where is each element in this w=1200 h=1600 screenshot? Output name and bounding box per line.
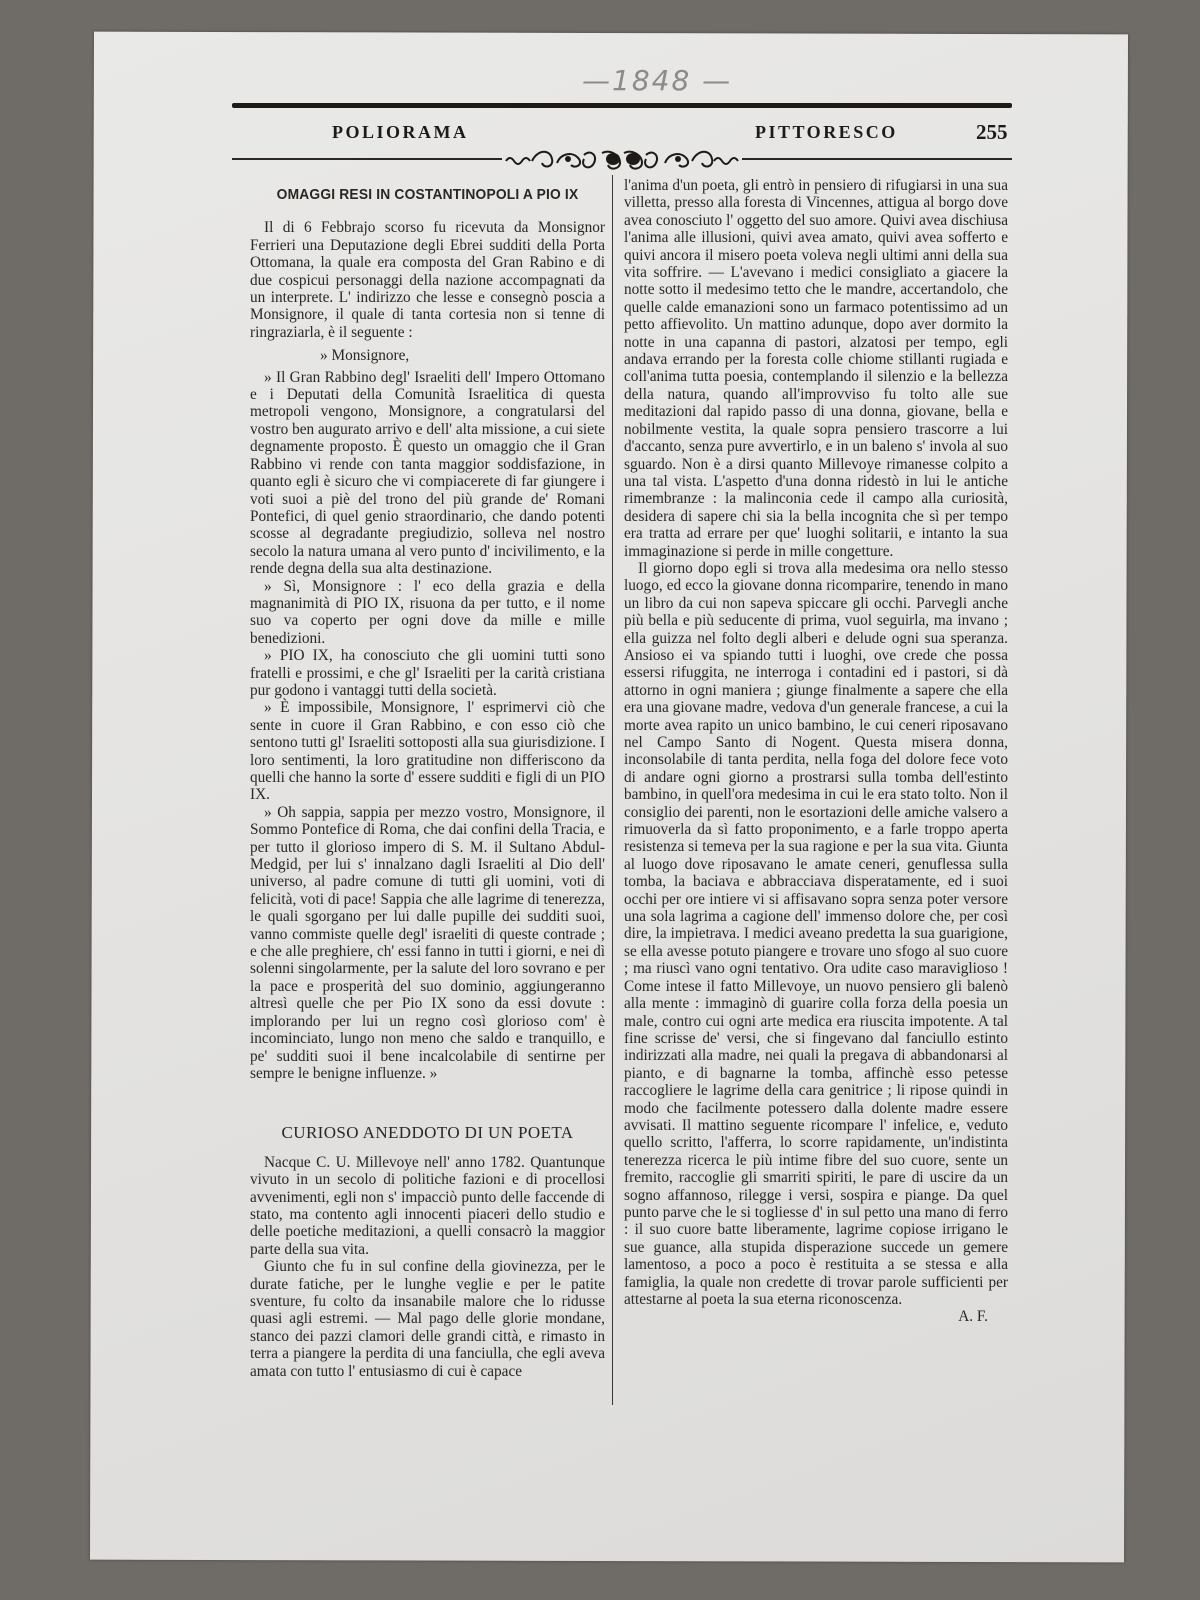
- address-paragraph: » Sì, Monsignore : l' eco della grazia e della magnanimità di PIO IX, risuona da per tutto, e il nome suo va coperto per ogni dove da mille e mille benedizioni.: [250, 577, 605, 647]
- publication-title-right: PITTORESCO: [755, 122, 898, 142]
- rule-line-right: [742, 158, 1012, 160]
- author-signature: A. F.: [958, 1308, 988, 1326]
- handwritten-year-note: —1848 —: [582, 64, 733, 97]
- publication-title-left: POLIORAMA: [332, 122, 469, 142]
- page-number: 255: [976, 120, 1008, 144]
- story-paragraph: Giunto che fu in sul confine della giovinezza, per le durate fatiche, per le lunghe veglie e per le patite sventure, fu colto da insanabile malore che lo ridusse quasi agli estremi. — Mal pago delle glorie mondane, stanco dei pazzi clamori delle grandi città, e rimasto in terra a piangere la perdita di una fanciulla, che egli aveva amata con tutto l' entusiasmo di cui è capace: [250, 1258, 605, 1380]
- salutation: » Monsignore,: [320, 347, 410, 365]
- column-divider: [612, 175, 613, 1405]
- rule-line-left: [232, 158, 502, 160]
- story-paragraph: Nacque C. U. Millevoye nell' anno 1782. Quantunque vivuto in un secolo di politiche fazioni e di procellosi avvenimenti, egli non s' impacciò punto delle faccende di stato, ma contento agli innocenti piaceri dello studio e delle poetiche meditazioni, a quelli consacrò la maggior parte della sua vita.: [250, 1153, 605, 1258]
- flourish-ornament-icon: [502, 147, 742, 171]
- ornamental-rule: [232, 149, 1012, 171]
- address-paragraph: » PIO IX, ha conosciuto che gli uomini tutti sono fratelli e prossimi, e che gl' Israeliti per la carità cristiana pur godono i vantaggi tutti della società.: [250, 647, 605, 699]
- article-intro: Il di 6 Febbrajo scorso fu ricevuta da Monsignor Ferrieri una Deputazione degli Ebrei sudditi della Porta Ottomana, la quale era composta del Gran Rabino e di due cospicui personaggi della nazione accompagnati da un interprete. L' indirizzo che lesse e consegnò poscia a Monsignore, il quale di tanta cortesia non si tenne di ringraziarla, è il seguente :: [250, 219, 605, 341]
- header-top-rule: [232, 103, 1012, 108]
- article-title-omaggi: OMAGGI RESI IN COSTANTINOPOLI A PIO IX: [276, 186, 579, 203]
- article-title-aneddoto: CURIOSO ANEDDOTO DI UN POETA: [281, 1123, 574, 1143]
- story-paragraph: Il giorno dopo egli si trova alla medesima ora nello stesso luogo, ed ecco la giovane donna ricomparire, tenendo in mano un libro da cui non sapeva spiccare gli occhi. Parvegli anche più bella e più seducente di prima, vuol seguirla, ma invano ; ella guizza nel folto degli alberi e delude ogni sua speranza. Ansioso ei va spiando tutti i luoghi, ove crede che possa essersi rifuggita, ne interroga i contadini ed i pastori, si dà attorno in ogni maniera ; giunge finalmente a sapere che ella era una giovane madre, vedova d'un generale francese, a cui la morte avea rapito un unico bambino, le cui ceneri riposavano nel Campo Santo di Nogent. Questa misera donna, inconsolabile di tanta perdita, nella foga del dolore fece voto di andare ogni giorno a prostrarsi sulla tomba dell'estinto bambino, in quell'ora medesima in cui le era stato tolto. Non il consiglio dei parenti, non le esortazioni delle amiche valsero a rimuoverla da sì fatto proponimento, e a farle troppo aperta resistenza si temeva per la sua ragione e per la sua vita. Giunta al luogo dove riposavano le amate ceneri, genuflessa sulla tomba, la baciava e abbracciava disperatamente, ed i suoi occhi per ore intiere vi si affisavano sopra senza poter versore una sola lagrima a cagione dell' immenso dolore che, per così dire, la impietrava. I medici aveano predetta la sua guarigione, se ella avesse potuto piangere e trovare uno sfogo al suo cuore ; ma riuscì vano ogni tentativo. Ora udite caso maraviglioso ! Come intese il fatto Millevoye, un nuovo pensiero gli balenò alla mente : immaginò di guarire colla forza della poesia un male, contro cui ogni arte medica era riuscita impotente. A tal fine scrisse de' versi, che si fingevano dal fanciullo estinto indirizzati alla madre, nei quali la pregava di abbandonarsi al pianto, e di bagnarne la tomba, affinchè esso petesse raccogliere le lagrime della cara genitrice ; li ripose quindi in modo che facilmente potessero dalla dolente madre essere avvisati. Il mattino seguente ricompare l' infelice, e, veduto quello scritto, l'afferra, lo scorre rapidamente, un'indistinta tenerezza ricerca le più intime fibre del suo cuore, sente un fremito, raccoglie gli smarriti spiriti, le pare di uscire da un sogno affannoso, rilegge i versi, sospira e piange. Da quel punto parve che le si togliesse d' in sul petto una mano di ferro : il suo cuore batte liberamente, lagrime copiose irrigano le sue guance, alla stupida disperazione succede un gemere lamentoso, a poco a poco è restituita a se stessa e alla famiglia, la quale non credette di trovar parole sufficienti per attestarne al poeta la sua eterna riconoscenza.: [624, 559, 1008, 1308]
- left-column: [250, 178, 605, 1380]
- address-paragraph: » Oh sappia, sappia per mezzo vostro, Monsignore, il Sommo Pontefice di Roma, che dai confini della Tracia, e per tutto il glorioso impero di S. M. il Sultano Abdul-Medgid, per lui s' innalzano dagli Israeliti al Dio dell' universo, al padre comune di tutti gli uomini, voti di felicità, voti di pace! Sappia che alle lagrime di tenerezza, le quali sgorgano per lui dalle pupille dei sudditi suoi, vanno commiste quelle degl' israeliti di queste contrade ; e che alle preghiere, ch' essi fanno in tutti i giorni, e nei dì solenni singolarmente, per la salute del loro sovrano e per la pace e prosperità del suo dominio, aggiungeranno altresì quelle che per Pio IX sono da essi dovute : implorando per lui un regno così glorioso com' è incominciato, lungo non meno che saldo e tranquillo, e pe' sudditi suoi il bene incalcolabile di sentirne per sempre le benigne influenze. »: [250, 803, 605, 1082]
- story-paragraph: l'anima d'un poeta, gli entrò in pensiero di rifugiarsi in una sua villetta, presso alla foresta di Vincennes, attigua al borgo dove avea conosciuto l' oggetto del suo amore. Quivi avea dischiusa l'anima alle illusioni, quivi avea amato, quivi avea sofferto e quivi ancora il misero poeta voleva negli ultimi anni della sua vita soffrire. — L'avevano i medici consigliato a giacere la notte sotto il medesimo tetto che le mandre, accertandolo, che quelle calde emanazioni sono un farmaco potentissimo ad un petto affievolito. Un mattino adunque, dopo aver dormito la notte in una capanna di pastori, alzatosi per tempo, egli andava errando per la foresta colle chiome stillanti rugiada e coll'anima tutta poesia, contemplando il silenzio e la bellezza della natura, quando all'improvviso fu tolto alle sue meditazioni dal rapido passo di una donna, giovane, bella e nobilmente vestita, la quale sopra pensiero trascorre a lui d'accanto, senza pure avvertirlo, e in un baleno s' invola al suo sguardo. Non è a dirsi quanto Millevoye rimanesse colpito a una tal vista. L'aspetto d'una donna ridestò in lui le antiche rimembranze : la malinconia cede il campo alla curiosità, desidera di sapere chi sia la bella incognita che sì per tempo era tratta ad errare per que' luoghi solitarii, e intanto la sua immaginazione si perde in mille congetture.: [624, 177, 1008, 560]
- address-paragraph: » Il Gran Rabbino degl' Israeliti dell' Impero Ottomano e i Deputati della Comunità Israelitica di questa metropoli vengono, Monsignore, a congratularsi del vostro ben augurato arrivo e dell' alta missione, a cui siete degnamente proposto. È questo un omaggio che il Gran Rabbino vi rende con tanta maggior soddisfazione, in quanto egli è sicuro che vi compiacerete di far giungere i voti suoi a piè del trono del più grande de' Romani Pontefici, di quel genio straordinario, che dando potenti scosse al degradante pregiudizio, solleva nel nostro secolo la natura umana al vero punto d' incivilimento, e la rende degna della sua alta destinazione.: [250, 368, 605, 578]
- right-column: [624, 177, 1008, 1326]
- address-paragraph: » È impossibile, Monsignore, l' esprimervi ciò che sente in cuore il Gran Rabbino, e con esso ciò che sentono tutti gl' Israeliti sottoposti alla sua giurisdizione. I loro sentimenti, la loro gratitudine non differiscono da quelli che hanno la sorte d' essere sudditi e figli di un PIO IX.: [250, 699, 605, 804]
